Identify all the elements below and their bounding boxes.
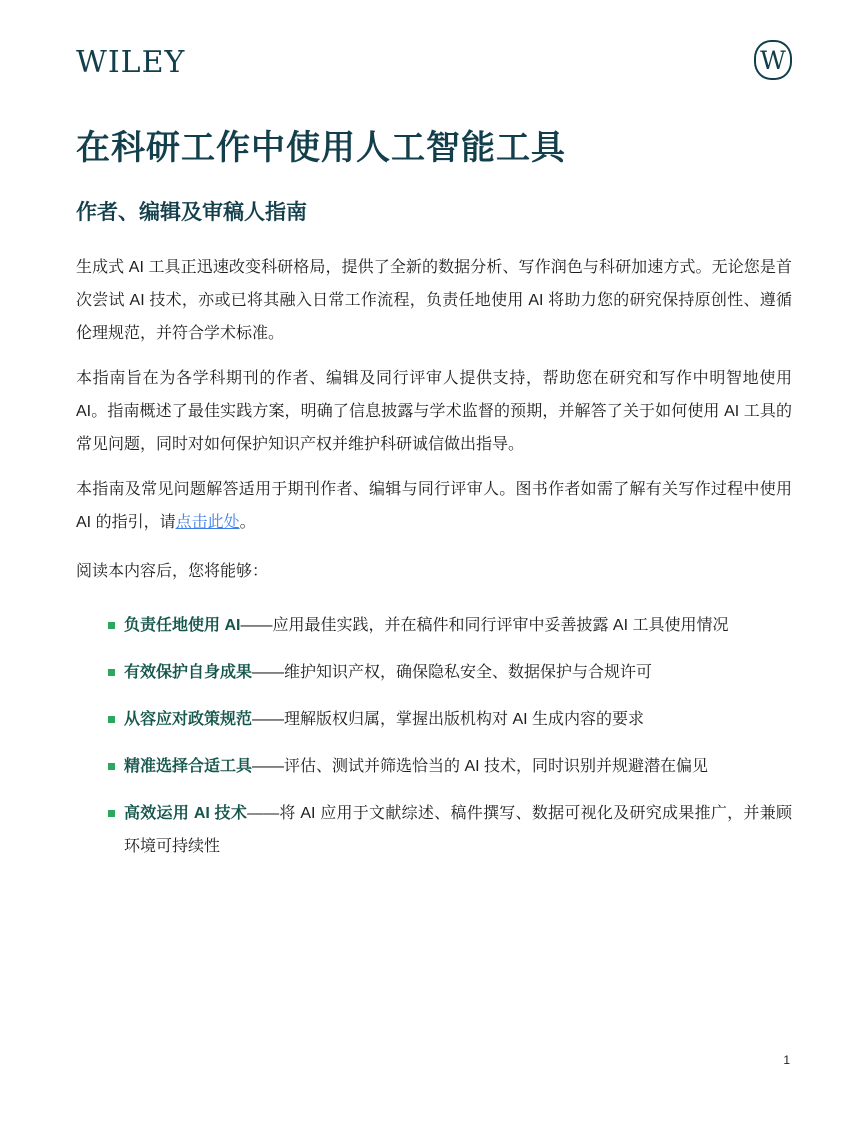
learning-outcomes-list [76, 609, 792, 863]
list-item-choose-right-tools [76, 750, 792, 783]
bullet-text: ——将 AI 应用于文献综述、稿件撰写、数据可视化及研究成果推广，并兼顾环境可持续性 [124, 805, 792, 855]
applicability-text: 本指南及常见问题解答适用于期刊作者、编辑与同行评审人。图书作者如需了解有关写作过程中使用 AI 的指引，请 [76, 481, 792, 531]
page-number: 1 [783, 1053, 790, 1067]
bullet-text: ——理解版权归属，掌握出版机构对 AI 生成内容的要求 [252, 711, 645, 728]
list-item-use-ai-responsibly [76, 609, 792, 642]
guide-purpose-paragraph: 本指南旨在为各学科期刊的作者、编辑及同行评审人提供支持，帮助您在研究和写作中明智地使用 AI。指南概述了最佳实践方案，明确了信息披露与学术监督的预期，并解答了关于如何使用 AI 工具的常见问题，同时对如何保护知识产权并维护科研诚信做出指导。 [76, 370, 792, 453]
bullet-lead: 从容应对政策规范 [124, 711, 253, 728]
learning-outcomes-intro: 阅读本内容后，您将能够： [76, 563, 269, 580]
bullet-lead: 负责任地使用 AI [124, 617, 241, 634]
page-title: 在科研工作中使用人工智能工具 [76, 129, 566, 167]
bullet-text: ——维护知识产权，确保隐私安全、数据保护与合规许可 [252, 664, 653, 681]
page-subtitle: 作者、编辑及审稿人指南 [76, 201, 307, 224]
list-item-navigate-policies [76, 703, 792, 736]
wiley-wordmark-logo: WILEY [76, 45, 186, 80]
bullet-lead: 精准选择合适工具 [124, 758, 253, 775]
bullet-lead: 有效保护自身成果 [124, 664, 253, 681]
bullet-text: ——评估、测试并筛选恰当的 AI 技术，同时识别并规避潜在偏见 [252, 758, 709, 775]
bullet-lead: 高效运用 AI 技术 [124, 805, 248, 822]
intro-paragraph: 生成式 AI 工具正迅速改变科研格局，提供了全新的数据分析、写作润色与科研加速方式。无论您是首次尝试 AI 技术，亦或已将其融入日常工作流程，负责任地使用 AI 将助力您的研究保持原创性、遵循伦理规范，并符合学术标准。 [76, 259, 792, 342]
applicability-paragraph [76, 473, 792, 539]
list-item-protect-your-work [76, 656, 792, 689]
page-header [76, 40, 792, 84]
sentence-end-text: 。 [239, 514, 256, 531]
list-item-apply-ai-effectively [76, 797, 792, 863]
badge-letter: W [760, 45, 786, 75]
click-here-link[interactable]: 点击此处 [175, 514, 240, 531]
bullet-text: ——应用最佳实践，并在稿件和同行评审中妥善披露 AI 工具使用情况 [240, 617, 729, 634]
wiley-w-badge-icon [754, 40, 792, 80]
